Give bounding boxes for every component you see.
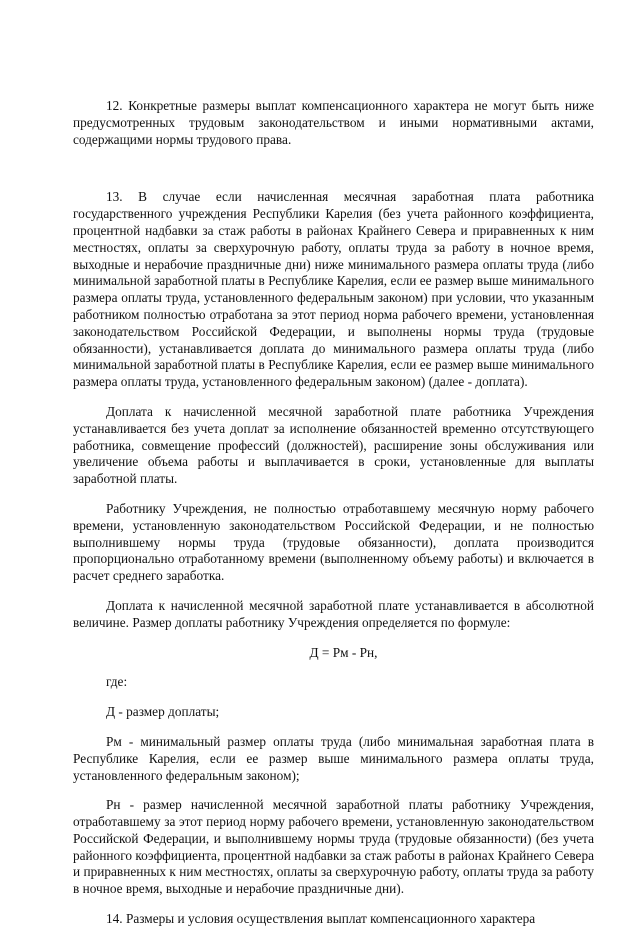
paragraph-13-partial-work: Работнику Учреждения, не полностью отработавшему месячную норму рабочего времени, установленную законодательством Российской Федерации, и не полностью выполнившему нормы труда (трудовые обязанности), доплата производится пропорционально отработанному времени (выполненному объему работы) и включается в расчет среднего заработка. xyxy=(73,500,594,584)
formula: Д = Рм - Рн, xyxy=(309,644,378,660)
definition-rm: Рм - минимальный размер оплаты труда (либо минимальная заработная плата в Республике Карелия, если ее размер выше минимального размера оплаты труда, установленного федеральным законом); xyxy=(73,733,594,783)
definition-rn: Рн - размер начисленной месячной заработной платы работнику Учреждения, отработавшему за этот период норму рабочего времени, установленную законодательством Российской Федерации, и выполнившему нормы труда (трудовые обязанности) (без учета районного коэффициента, процентной надбавки за стаж работы в районах Крайнего Севера и приравненных к ним местностях, оплаты за сверхурочную работу, оплаты труда за работу в ночное время, выходные и нерабочие праздничные дни). xyxy=(73,797,594,897)
paragraph-14: 14. Размеры и условия осуществления выплат компенсационного характера xyxy=(106,911,536,927)
paragraph-13-supplement: Доплата к начисленной месячной заработной плате работника Учреждения устанавливается без учета доплат за исполнение обязанностей временно отсутствующего работника, совмещение профессий (должностей), расширение зоны обслуживания или увеличение объема работы и выплачивается в сроки, установленные для выплаты заработной платы. xyxy=(73,403,594,487)
definition-d: Д - размер доплаты; xyxy=(106,704,220,720)
paragraph-12: 12. Конкретные размеры выплат компенсационного характера не могут быть ниже предусмотренных трудовым законодательством и иными нормативными актами, содержащими нормы трудового права. xyxy=(73,98,594,147)
paragraph-13: 13. В случае если начисленная месячная заработная плата работника государственного учреждения Республики Карелия (без учета районного коэффициента, процентной надбавки за стаж работы в районах Крайнего Севера и приравненных к ним местностях, оплаты за сверхурочную работу, оплаты труда за работу в ночное время, выходные и нерабочие праздничные дни) ниже минимального размера оплаты труда (либо минимальной заработной платы в Республике Карелия, если ее размер выше минимального размера оплаты труда, установленного федеральным законом) при условии, что указанным работником полностью отработана за этот период норма рабочего времени, установленная законодательством Российской Федерации, и выполнены нормы труда (трудовые обязанности), устанавливается доплата до минимального размера оплаты труда (либо минимальной заработной платы в Республике Карелия, если ее размер выше минимального размера оплаты труда, установленного федеральным законом) (далее - доплата). xyxy=(73,189,594,390)
where-label: где: xyxy=(106,674,128,690)
paragraph-13-formula-intro: Доплата к начисленной месячной заработной плате устанавливается в абсолютной величине. Размер доплаты работнику Учреждения определяется по формуле: xyxy=(73,597,594,630)
